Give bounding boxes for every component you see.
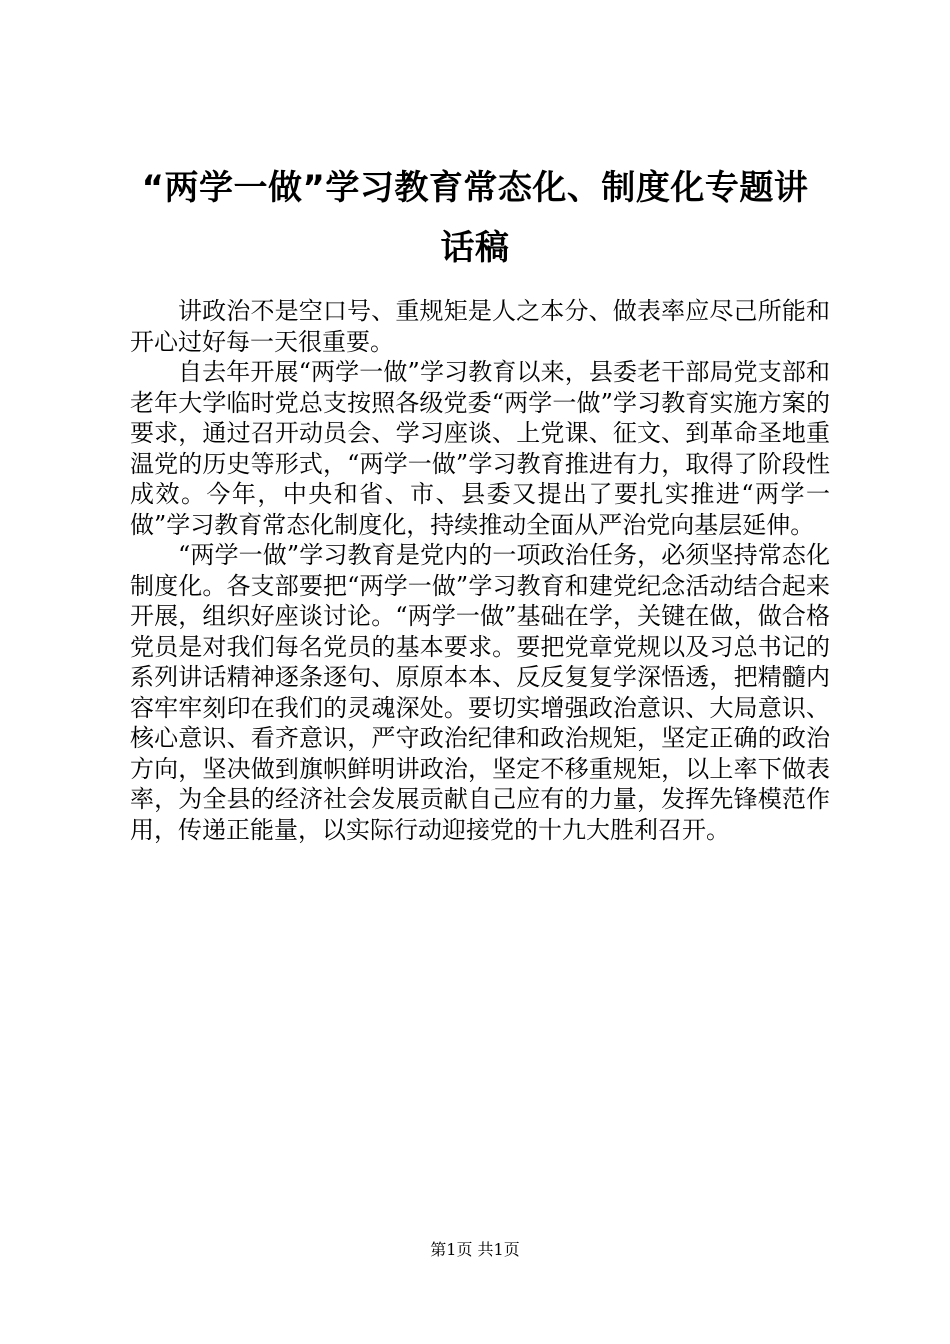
paragraph-3: “两学一做”学习教育是党内的一项政治任务，必须坚持常态化制度化。各支部要把“两学一做”学习教育和建党纪念活动结合起来开展，组织好座谈讨论。“两学一做”基础在学，关键在做，做合格党员是对我们每名党员的基本要求。要把党章党规以及习总书记的系列讲话精神逐条逐句、原原本本、反反复复学深悟透，把精髓内容牢牢刻印在我们的灵魂深处。要切实增强政治意识、大局意识、核心意识、看齐意识，严守政治纪律和政治规矩，坚定正确的政治方向，坚决做到旗帜鲜明讲政治，坚定不移重规矩，以上率下做表率，为全县的经济社会发展贡献自己应有的力量，发挥先锋模范作用，传递正能量，以实际行动迎接党的十九大胜利召开。 xyxy=(130,541,830,844)
paragraph-1: 讲政治不是空口号、重规矩是人之本分、做表率应尽己所能和开心过好每一天很重要。 xyxy=(130,297,830,356)
document-title xyxy=(120,158,830,278)
paragraph-2: 自去年开展“两学一做”学习教育以来，县委老干部局党支部和老年大学临时党总支按照各级党委“两学一做”学习教育实施方案的要求，通过召开动员会、学习座谈、上党课、征文、到革命圣地重温党的历史等形式，“两学一做”学习教育推进有力，取得了阶段性成效。今年，中央和省、市、县委又提出了要扎实推进“两学一做”学习教育常态化制度化，持续推动全面从严治党向基层延伸。 xyxy=(130,358,830,539)
title-line-2: 话稿 xyxy=(440,228,510,268)
title-line-1: “两学一做”学习教育常态化、制度化专题讲 xyxy=(141,168,809,208)
page-footer: 第1页 共1页 xyxy=(430,1240,520,1259)
document-body xyxy=(130,296,830,845)
